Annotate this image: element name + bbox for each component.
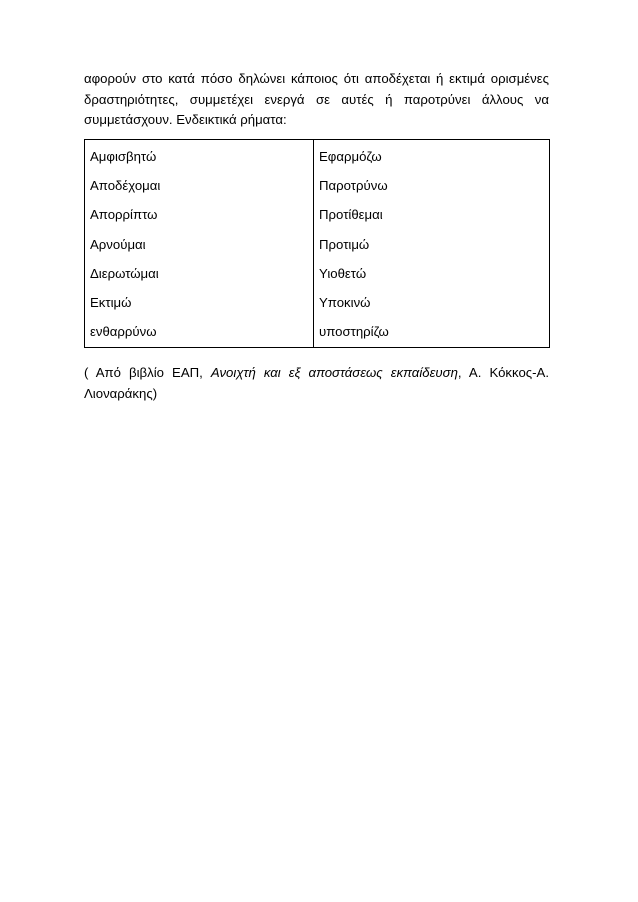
table-cell-right: Υποκινώ xyxy=(319,295,371,311)
table-cell-left: Διερωτώμαι xyxy=(85,259,314,288)
table-cell-right: Προτιμώ xyxy=(319,236,370,252)
table-cell-left: Εκτιμώ xyxy=(85,288,314,317)
table-row xyxy=(85,140,550,172)
table-cell-left: Αποδέχομαι xyxy=(85,171,314,200)
table-row xyxy=(85,230,550,259)
table-row xyxy=(85,171,550,200)
table-cell-left: Αμφισβητώ xyxy=(85,140,314,172)
intro-paragraph: αφορούν στο κατά πόσο δηλώνει κάποιος ότι αποδέχεται ή εκτιμά ορισμένες δραστηριότητες, συμμετέχει ενεργά σε αυτές ή παροτρύνει άλλους να συμμετάσχουν. Ενδεικτικά ρήματα: xyxy=(84,71,549,128)
table-cell-left: ενθαρρύνω xyxy=(85,318,314,348)
table-row xyxy=(85,318,550,348)
table-cell-right: Υιοθετώ xyxy=(319,265,367,281)
table-cell-left: Απορρίπτω xyxy=(85,201,314,230)
source-book-title: Ανοιχτή και εξ αποστάσεως εκπαίδευση xyxy=(210,365,458,380)
table-cell-left: Αρνούμαι xyxy=(85,230,314,259)
table-cell-right: υποστηρίζω xyxy=(319,324,389,340)
source-suffix: , Α. Κόκκος-Α. Λιοναράκης) xyxy=(84,365,549,401)
source-citation xyxy=(84,363,549,404)
table-cell-right: Εφαρμόζω xyxy=(319,148,382,164)
table-row xyxy=(85,201,550,230)
table-cell-right: Προτίθεμαι xyxy=(319,207,383,223)
table-cell-right: Παροτρύνω xyxy=(319,177,388,193)
source-prefix: ( Από βιβλίο ΕΑΠ, xyxy=(84,365,211,380)
table-row xyxy=(85,259,550,288)
verbs-table xyxy=(84,139,550,348)
table-row xyxy=(85,288,550,317)
